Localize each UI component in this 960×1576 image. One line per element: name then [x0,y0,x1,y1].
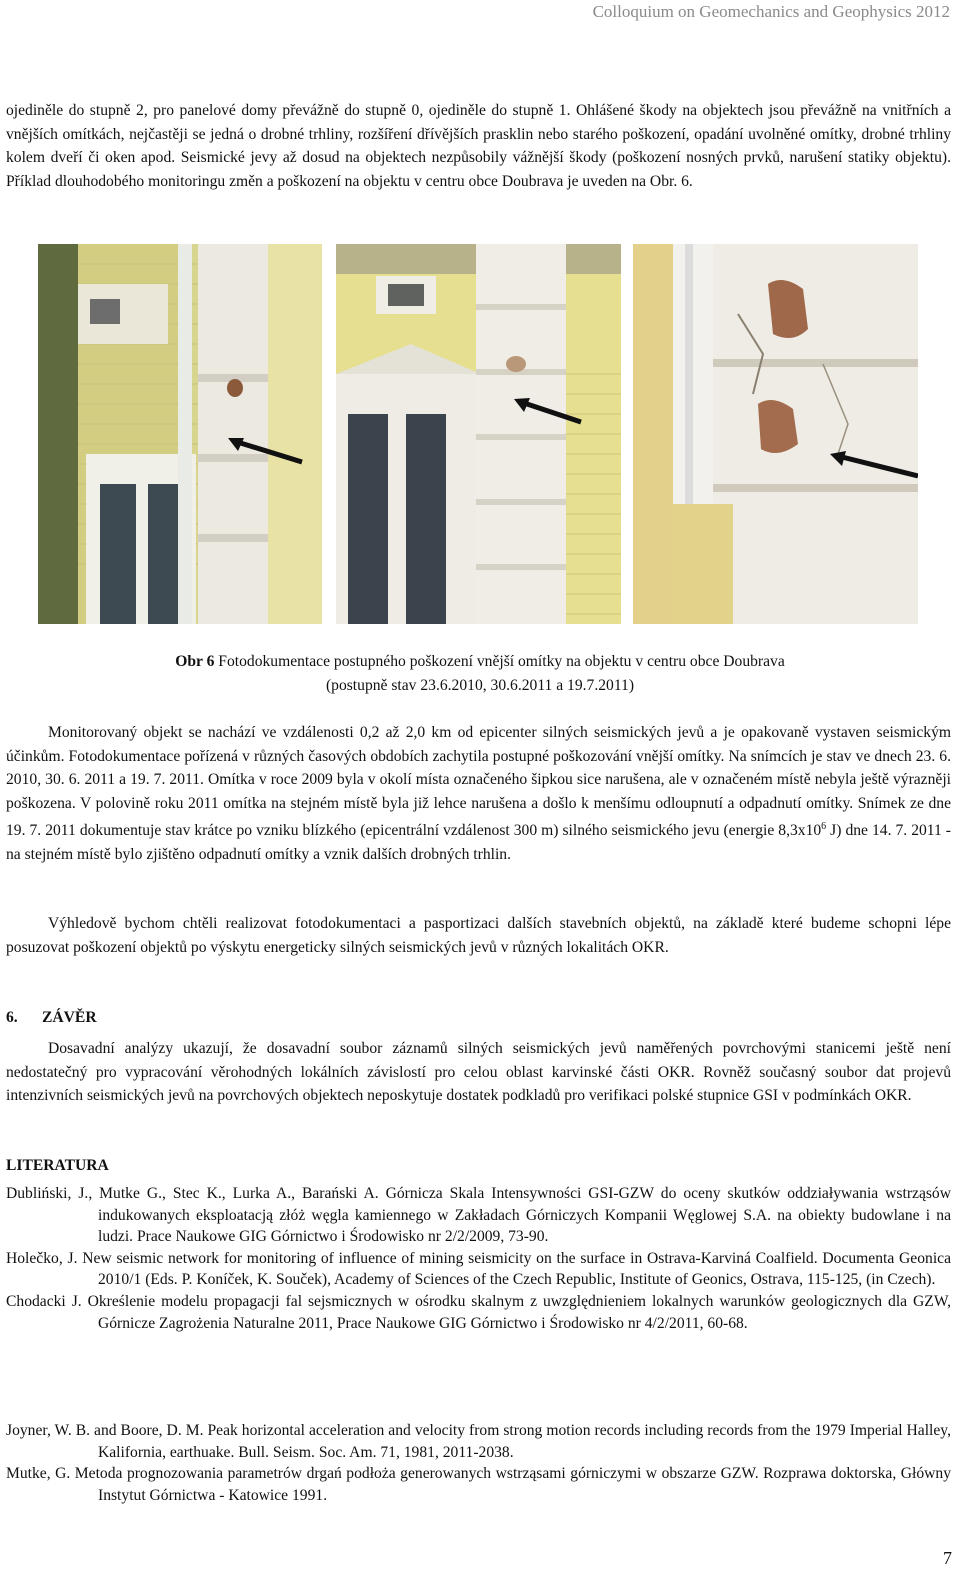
figure-label: Obr 6 [175,653,215,670]
figure-photos [38,244,918,624]
reference-item: Joyner, W. B. and Boore, D. M. Peak horizontal acceleration and velocity from strong motion records including records from the 1979 Imperial Halley, Kalifornia, earthuake. Bull. Seism. Soc. Am. 71, 1981, 2011-2038. [6,1422,951,1461]
reference-item: Holečko, J. New seismic network for monitoring of influence of mining seismicity on the surface in Ostrava-Karviná Coalfield. Documenta Geonica 2010/1 (Eds. P. Koníček, K. Souček), Academy of Sciences of the Czech Republic, Institute of Geonics, Ostrava, 115-125, (in Czech). [6,1249,951,1289]
paragraph-outlook: Výhledově bychom chtěli realizovat fotodokumentaci a pasportizaci dalších stavebních objektů, na základě které budeme schopni lépe posuzovat poškození objektů po výskytu energeticky silných seismických jevů v různých lokalitách OKR. [6,915,951,956]
energy-exponent: 6 [821,821,827,832]
paragraph-intro: ojediněle do stupně 2, pro panelové domy převážně do stupně 0, ojediněle do stupně 1. Ohlášené škody na objektech jsou převážně na vnitřních a vnějších omítkách, nejčastěji se jedná o drobné trhliny, rozšíření dřívějších prasklin nebo starého poškození, opadání uvolněné omítky, drobné trhliny kolem dveří či oken apod. Seismické jevy až dosud na objektech nezpůsobily vážnější škody (poškození nosných prvků, narušení statiky objektu). Příklad dlouhodobého monitoringu změn a poškození na objektu v centru obce Doubrava je uveden na Obr. 6. [6,102,951,190]
reference-item: Dubliński, J., Mutke G., Stec K., Lurka A., Barański A. Górnicza Skala Intensywności GSI-GZW do oceny skutków oddziaływania wstrząsów indukowanych eksploatacją złóż węgla kamiennego w Zakładach Górniczych Kompanii Węglowej S.A. na obiekty budowlane i na ludzi. Prace Naukowe GIG Górnictwo i Środowisko nr 2/2/2009, 73-90. [6,1185,951,1246]
section-heading-literatura: LITERATURA [6,1157,109,1174]
paragraph-monitoring [6,721,951,866]
paragraph-conclusion: Dosavadní analýzy ukazují, že dosavadní soubor záznamů silných seismických jevů naměřených povrchovými stanicemi ještě není nedostatečný pro vypracování věrohodných lokálních závislostí pro celou oblast karvinské části OKR. Rovněž současný soubor dat projevů intenzivních seismických jevů na povrchových objektech neposkytuje dostatek podkladů pro verifikaci polské stupnice GSI v podmínkách OKR. [6,1040,951,1104]
caption-line-1: Fotodokumentace postupného poškození vnější omítky na objektu v centru obce Doubrava [218,653,785,670]
page-number: 7 [943,1548,952,1568]
photo-2010 [38,244,322,624]
running-header: Colloquium on Geomechanics and Geophysics 2012 [592,2,950,21]
section-heading-zaver [6,1009,97,1027]
photo-2011-06 [336,244,621,624]
photo-2011-07 [633,244,918,624]
section-number: 6. [6,1009,18,1026]
reference-list [6,1183,951,1334]
reference-item: Chodacki J. Określenie modelu propagacji fal sejsmicznych w ośrodku skalnym z uwzględnieniem lokalnych warunków geologicznych dla GZW, Górnicze Zagrożenia Naturalne 2011, Prace Naukowe GIG Górnictwo i Środowisko nr 4/2/2011, 60-68. [6,1292,951,1332]
paragraph-monitoring-part2: J) dne 14. 7. 2011 - na stejném místě bylo zjištěno odpadnutí omítky a vznik dalších drobných trhlin. [6,822,952,863]
paragraph-monitoring-part1: Monitorovaný objekt se nachází ve vzdálenosti 0,2 až 2,0 km od epicenter silných seismických jevů a je opakovaně vystaven seismickým účinkům. Fotodokumentace pořízená v různých časových obdobích zachytila postupné poškozování vnější omítky. Na snímcích je stav ve dnech 23. 6. 2010, 30. 6. 2011 a 19. 7. 2011. Omítka v roce 2009 byla v okolí místa označeného šipkou sice narušena, ale v označeném místě nebyla ještě výrazněji poškozena. V polovině roku 2011 omítka na stejném místě byla již lehce narušena a došlo k menšímu odloupnutí a odpadnutí omítky. Snímek ze dne 19. 7. 2011 dokumentuje stav krátce po vzniku blízkého (epicentrální vzdálenost 300 m) silného seismického jevu (energie 8,3x10 [6,724,951,840]
caption-line-2: (postupně stav 23.6.2010, 30.6.2011 a 19.7.2011) [325,676,635,694]
reference-list-continued [6,1420,951,1506]
reference-item: Mutke, G. Metoda prognozowania parametrów drgań podłoża generowanych wstrząsami górniczymi w obszarze GZW. Rozprawa doktorska, Główny Instytut Górnictwa - Katowice 1991. [6,1465,951,1504]
section-title: ZÁVĚR [42,1009,97,1026]
figure-caption [0,650,960,697]
